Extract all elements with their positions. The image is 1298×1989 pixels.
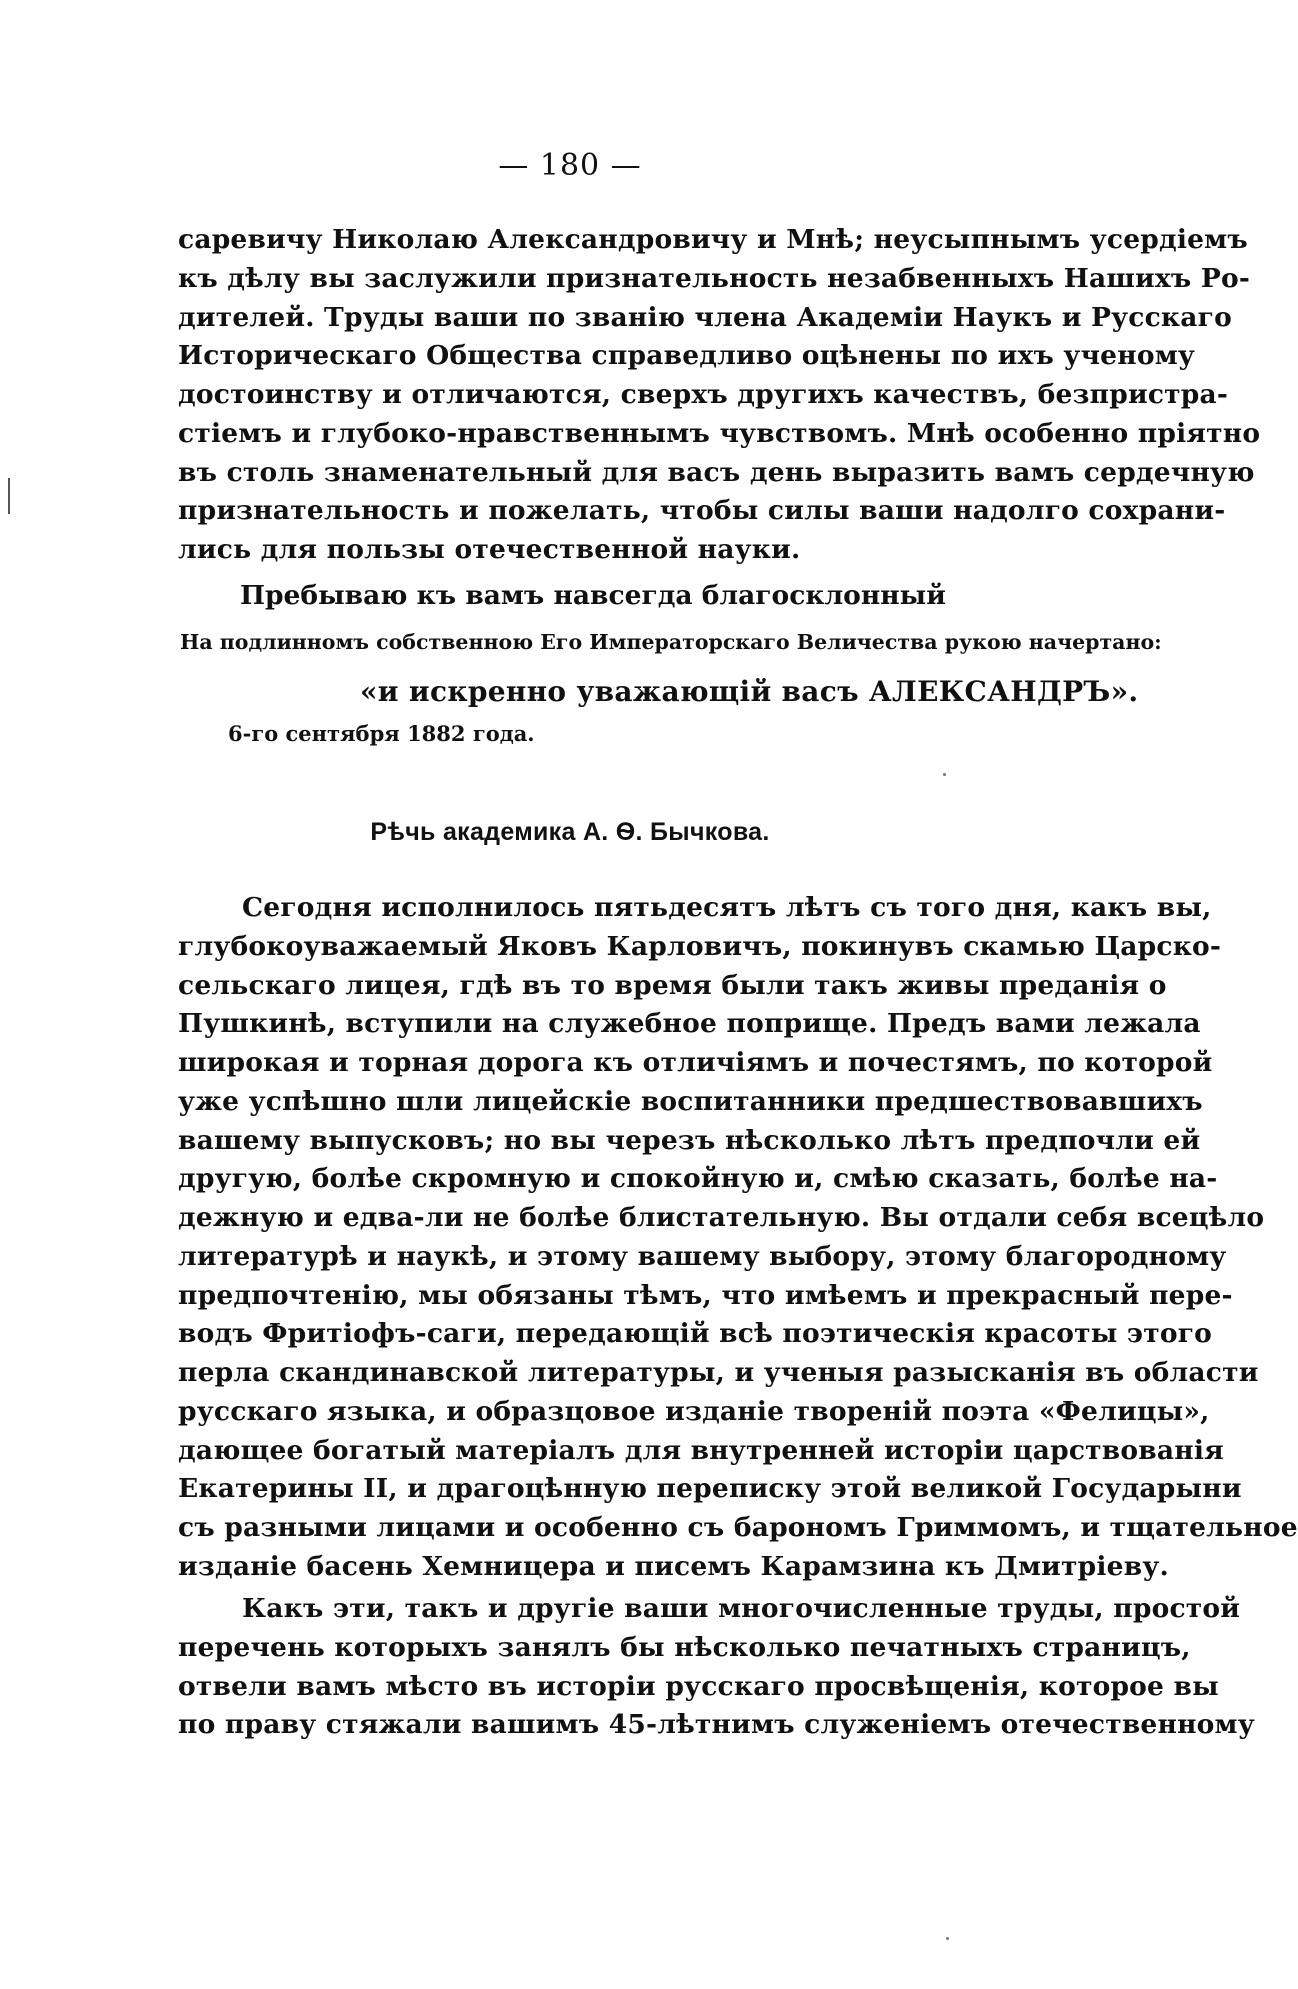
speech-line: Сегодня исполнилось пятьдесятъ лѣтъ съ того дня, какъ вы,	[242, 892, 1212, 923]
speech-line: сельскаго лицея, гдѣ въ то время были такъ живы преданія о	[178, 970, 1167, 1001]
speech-line: другую, болѣе скромную и спокойную и, смѣю сказать, болѣе на-	[178, 1163, 1218, 1194]
letter-line: дителей. Труды ваши по званію члена Академіи Наукъ и Русскаго	[178, 302, 1232, 333]
letter-line: саревичу Николаю Александровичу и Мнѣ; неусыпнымъ усердіемъ	[178, 224, 1248, 255]
scan-artifact-dot	[943, 773, 946, 776]
speech-line: дающее богатый матеріалъ для внутренней исторіи царствованія	[178, 1435, 1224, 1466]
speech-heading: Рѣчь академика А. Ѳ. Бычкова.	[370, 818, 770, 846]
scan-artifact-dot	[946, 1937, 949, 1940]
letter-line: Историческаго Общества справедливо оцѣнены по ихъ ученому	[178, 340, 1196, 371]
speech-line: Екатерины II, и драгоцѣнную переписку этой великой Государыни	[178, 1473, 1242, 1504]
speech-line: водъ Фритіофъ-саги, передающій всѣ поэтическія красоты этого	[178, 1318, 1213, 1349]
speech-line: литературѣ и наукѣ, и этому вашему выбору, этому благородному	[178, 1241, 1227, 1272]
letter-line: лись для пользы отечественной науки.	[178, 534, 801, 565]
speech-line: глубокоуважаемый Яковъ Карловичъ, покинувъ скамью Царско-	[178, 931, 1222, 962]
letter-line: достоинству и отличаются, сверхъ другихъ качествъ, безпристра-	[178, 379, 1229, 410]
speech-line: перечень которыхъ занялъ бы нѣсколько печатныхъ страницъ,	[178, 1632, 1191, 1663]
speech-line: предпочтенію, мы обязаны тѣмъ, что имѣемъ и прекрасный пере-	[178, 1280, 1233, 1311]
speech-line: перла скандинавской литературы, и ученыя разысканія въ области	[178, 1357, 1259, 1388]
signature-line: «и искренно уважающій васъ АЛЕКСАНДРЪ».	[360, 675, 1139, 708]
speech-line: съ разными лицами и особенно съ барономъ Гриммомъ, и тщательное	[178, 1512, 1298, 1543]
speech-line: уже успѣшно шли лицейскіе воспитанники предшествовавшихъ	[178, 1086, 1203, 1117]
speech-line: Пушкинѣ, вступили на служебное поприще. Предъ вами лежала	[178, 1008, 1201, 1039]
letter-line: въ столь знаменательный для васъ день выразить вамъ сердечную	[178, 457, 1255, 488]
speech-line: по праву стяжали вашимъ 45-лѣтнимъ служеніемъ отечественному	[178, 1709, 1255, 1740]
page-number: — 180 —	[498, 148, 642, 183]
speech-line: вашему выпусковъ; но вы черезъ нѣсколько лѣтъ предпочли ей	[178, 1125, 1201, 1156]
scan-artifact-mark	[8, 478, 10, 514]
speech-line: дежную и едва-ли не болѣе блистательную. Вы отдали себя всецѣло	[178, 1202, 1265, 1233]
speech-line: изданіе басень Хемницера и писемъ Карамзина къ Дмитріеву.	[178, 1551, 1169, 1582]
letter-date: 6-го сентября 1882 года.	[228, 721, 535, 746]
editorial-note: На подлинномъ собственною Его Императорскаго Величества рукою начертано:	[180, 630, 1162, 654]
speech-line: Какъ эти, такъ и другіе ваши многочисленные труды, простой	[242, 1593, 1241, 1624]
letter-line: стіемъ и глубоко-нравственнымъ чувствомъ. Мнѣ особенно пріятно	[178, 418, 1261, 449]
letter-line: признательность и пожелать, чтобы силы ваши надолго сохрани-	[178, 495, 1226, 526]
closing-formula: Пребываю къ вамъ навсегда благосклонный	[240, 580, 946, 611]
speech-line: широкая и торная дорога къ отличіямъ и почестямъ, по которой	[178, 1047, 1213, 1078]
letter-line: къ дѣлу вы заслужили признательность незабвенныхъ Нашихъ Ро-	[178, 263, 1251, 294]
speech-line: русскаго языка, и образцовое изданіе твореній поэта «Фелицы»,	[178, 1396, 1210, 1427]
speech-line: отвели вамъ мѣсто въ исторіи русскаго просвѣщенія, которое вы	[178, 1671, 1219, 1702]
